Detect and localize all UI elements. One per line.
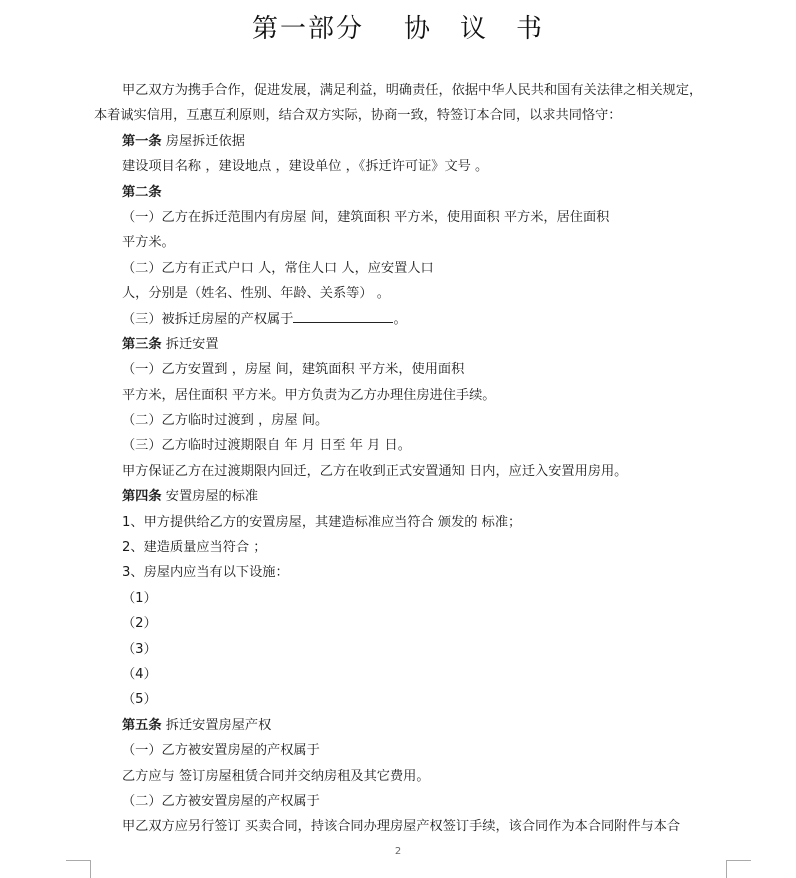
article-3-heading: 第三条 拆迁安置 [122, 336, 219, 352]
article-3-line-2: 平方米，居住面积 平方米。甲方负责为乙方办理住房进住手续。 [122, 387, 496, 403]
intro-line-2: 本着诚实信用，互惠互利原则，结合双方实际，协商一致，特签订本合同，以求共同恪守： [94, 108, 622, 124]
page-number: 2 [394, 846, 402, 857]
document-title [0, 8, 796, 45]
article-5-line-2: 乙方应与 签订房屋租赁合同并交纳房租及其它费用。 [122, 768, 430, 784]
article-4-line-3: 3、房屋内应当有以下设施： [122, 565, 289, 581]
facility-item-1: （1） [122, 590, 157, 606]
article-3-line-4: （三）乙方临时过渡期限自 年 月 日至 年 月 日。 [122, 438, 411, 454]
article-5-line-1: （一）乙方被安置房屋的产权属于 [122, 743, 320, 759]
article-1-line-1: 建设项目名称 ，建设地点 ，建设单位 ，《拆迁许可证》文号 。 [122, 159, 489, 175]
article-1-heading: 第一条 房屋拆迁依据 [122, 133, 245, 149]
article-2-heading: 第二条 [122, 184, 162, 200]
article-2-line-5: （三）被拆迁房屋的产权属于 。 [94, 307, 734, 332]
article-2-line-2: 平方米。 [122, 235, 175, 251]
article-5-heading: 第五条 拆迁安置房屋产权 [122, 717, 272, 733]
intro-line-1: 甲乙双方为携手合作，促进发展，满足利益，明确责任，依据中华人民共和国有关法律之相关规定， [122, 83, 703, 98]
article-5-line-3: （二）乙方被安置房屋的产权属于 [122, 793, 320, 809]
article-3-line-1: （一）乙方安置到 ，房屋 间，建筑面积 平方米，使用面积 [122, 362, 465, 378]
article-2-line-3: （二）乙方有正式户口 人，常住人口 人，应安置人口 [122, 260, 434, 276]
article-2-line-1: （一）乙方在拆迁范围内有房屋 间，建筑面积 平方米，使用面积 平方米，居住面积 [122, 209, 610, 225]
article-3-line-5: 甲方保证乙方在过渡期限内回迁，乙方在收到正式安置通知 日内，应迁入安置用房用。 [122, 463, 628, 479]
facility-item-3: （3） [122, 641, 157, 657]
article-2-line-4: 人，分别是（姓名、性别、年龄、关系等） 。 [122, 286, 390, 302]
article-4-line-1: 1、甲方提供给乙方的安置房屋，其建造标准应当符合 颁发的 标准； [122, 514, 522, 530]
margin-corner-left [66, 860, 91, 878]
facility-item-5: （5） [122, 692, 157, 708]
article-4-line-2: 2、建造质量应当符合 ； [122, 540, 267, 556]
article-4-heading: 第四条 安置房屋的标准 [122, 489, 259, 505]
title-part: 第一部分 [251, 14, 364, 44]
facility-item-2: （2） [122, 616, 157, 632]
document-body [94, 78, 734, 840]
title-name: 协 议 书 [404, 14, 545, 44]
margin-corner-right [726, 860, 751, 878]
article-5-line-4: 甲乙双方应另行签订 买卖合同，持该合同办理房屋产权签订手续，该合同作为本合同附件与本合 [122, 819, 681, 835]
article-3-line-3: （二）乙方临时过渡到 ，房屋 间。 [122, 413, 329, 429]
facility-item-4: （4） [122, 666, 157, 682]
fill-in-blank [293, 308, 393, 323]
